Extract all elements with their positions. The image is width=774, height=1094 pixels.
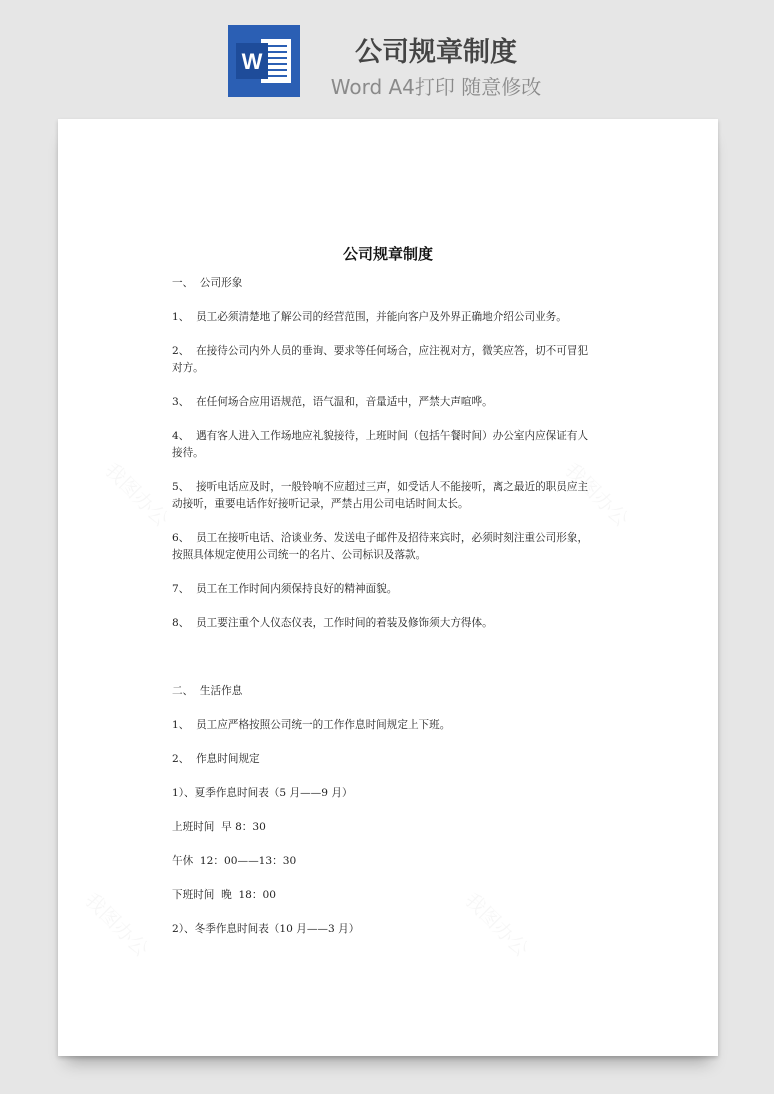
paragraph-line: 8、 员工要注重个人仪态仪表，工作时间的着装及修饰须大方得体。 (172, 617, 493, 629)
paragraph-line: 2、 作息时间规定 (172, 753, 260, 765)
paragraph-line: 动接听，重要电话作好接听记录，严禁占用公司电话时间太长。 (172, 498, 469, 510)
document-title: 公司规章制度 (342, 245, 433, 263)
paragraph-line: 2）、冬季作息时间表（10 月——3 月） (172, 923, 360, 935)
paragraph-line: 1、 员工应严格按照公司统一的工作作息时间规定上下班。 (172, 719, 451, 731)
word-document-icon (228, 25, 300, 97)
section-heading: 二、 生活作息 (172, 685, 243, 697)
paragraph-line: 6、 员工在接听电话、洽谈业务、发送电子邮件及招待来宾时，必须时刻注重公司形象， (172, 532, 589, 544)
paragraph-line: 4、 遇有客人进入工作场地应礼貌接待，上班时间（包括午餐时间）办公室内应保证有人 (172, 430, 589, 442)
paragraph-line: 上班时间 早 8：30 (172, 821, 266, 833)
watermark (99, 455, 176, 532)
paragraph-line: 2、 在接待公司内外人员的垂询、要求等任何场合，应注视对方，微笑应答，切不可冒犯 (172, 345, 589, 357)
paragraph-line: 对方。 (172, 362, 204, 374)
word-logo-letter: W (241, 49, 263, 74)
watermark (79, 885, 156, 962)
paragraph-line: 下班时间 晚 18：00 (172, 889, 276, 901)
paragraph-line: 接待。 (172, 447, 204, 459)
paragraph-line: 3、 在任何场合应用语规范，语气温和，音量适中，严禁大声喧哗。 (172, 396, 493, 408)
paragraph-line: 1）、夏季作息时间表（5 月——9 月） (172, 787, 353, 799)
banner-title: 公司规章制度 (355, 37, 517, 68)
paragraph-line: 按照具体规定使用公司统一的名片、公司标识及落款。 (172, 549, 427, 561)
paragraph-line: 1、 员工必须清楚地了解公司的经营范围，并能向客户及外界正确地介绍公司业务。 (172, 311, 567, 323)
banner-subtitle: Word A4打印 随意修改 (330, 75, 542, 99)
document-page (58, 119, 718, 1056)
paragraph-line: 午休 12：00——13：30 (172, 855, 297, 867)
section-heading: 一、 公司形象 (172, 277, 243, 289)
paragraph-line: 5、 接听电话应及时，一般铃响不应超过三声，如受话人不能接听，离之最近的职员应主 (172, 481, 589, 493)
paragraph-line: 7、 员工在工作时间内须保持良好的精神面貌。 (172, 583, 398, 595)
banner (0, 0, 774, 118)
